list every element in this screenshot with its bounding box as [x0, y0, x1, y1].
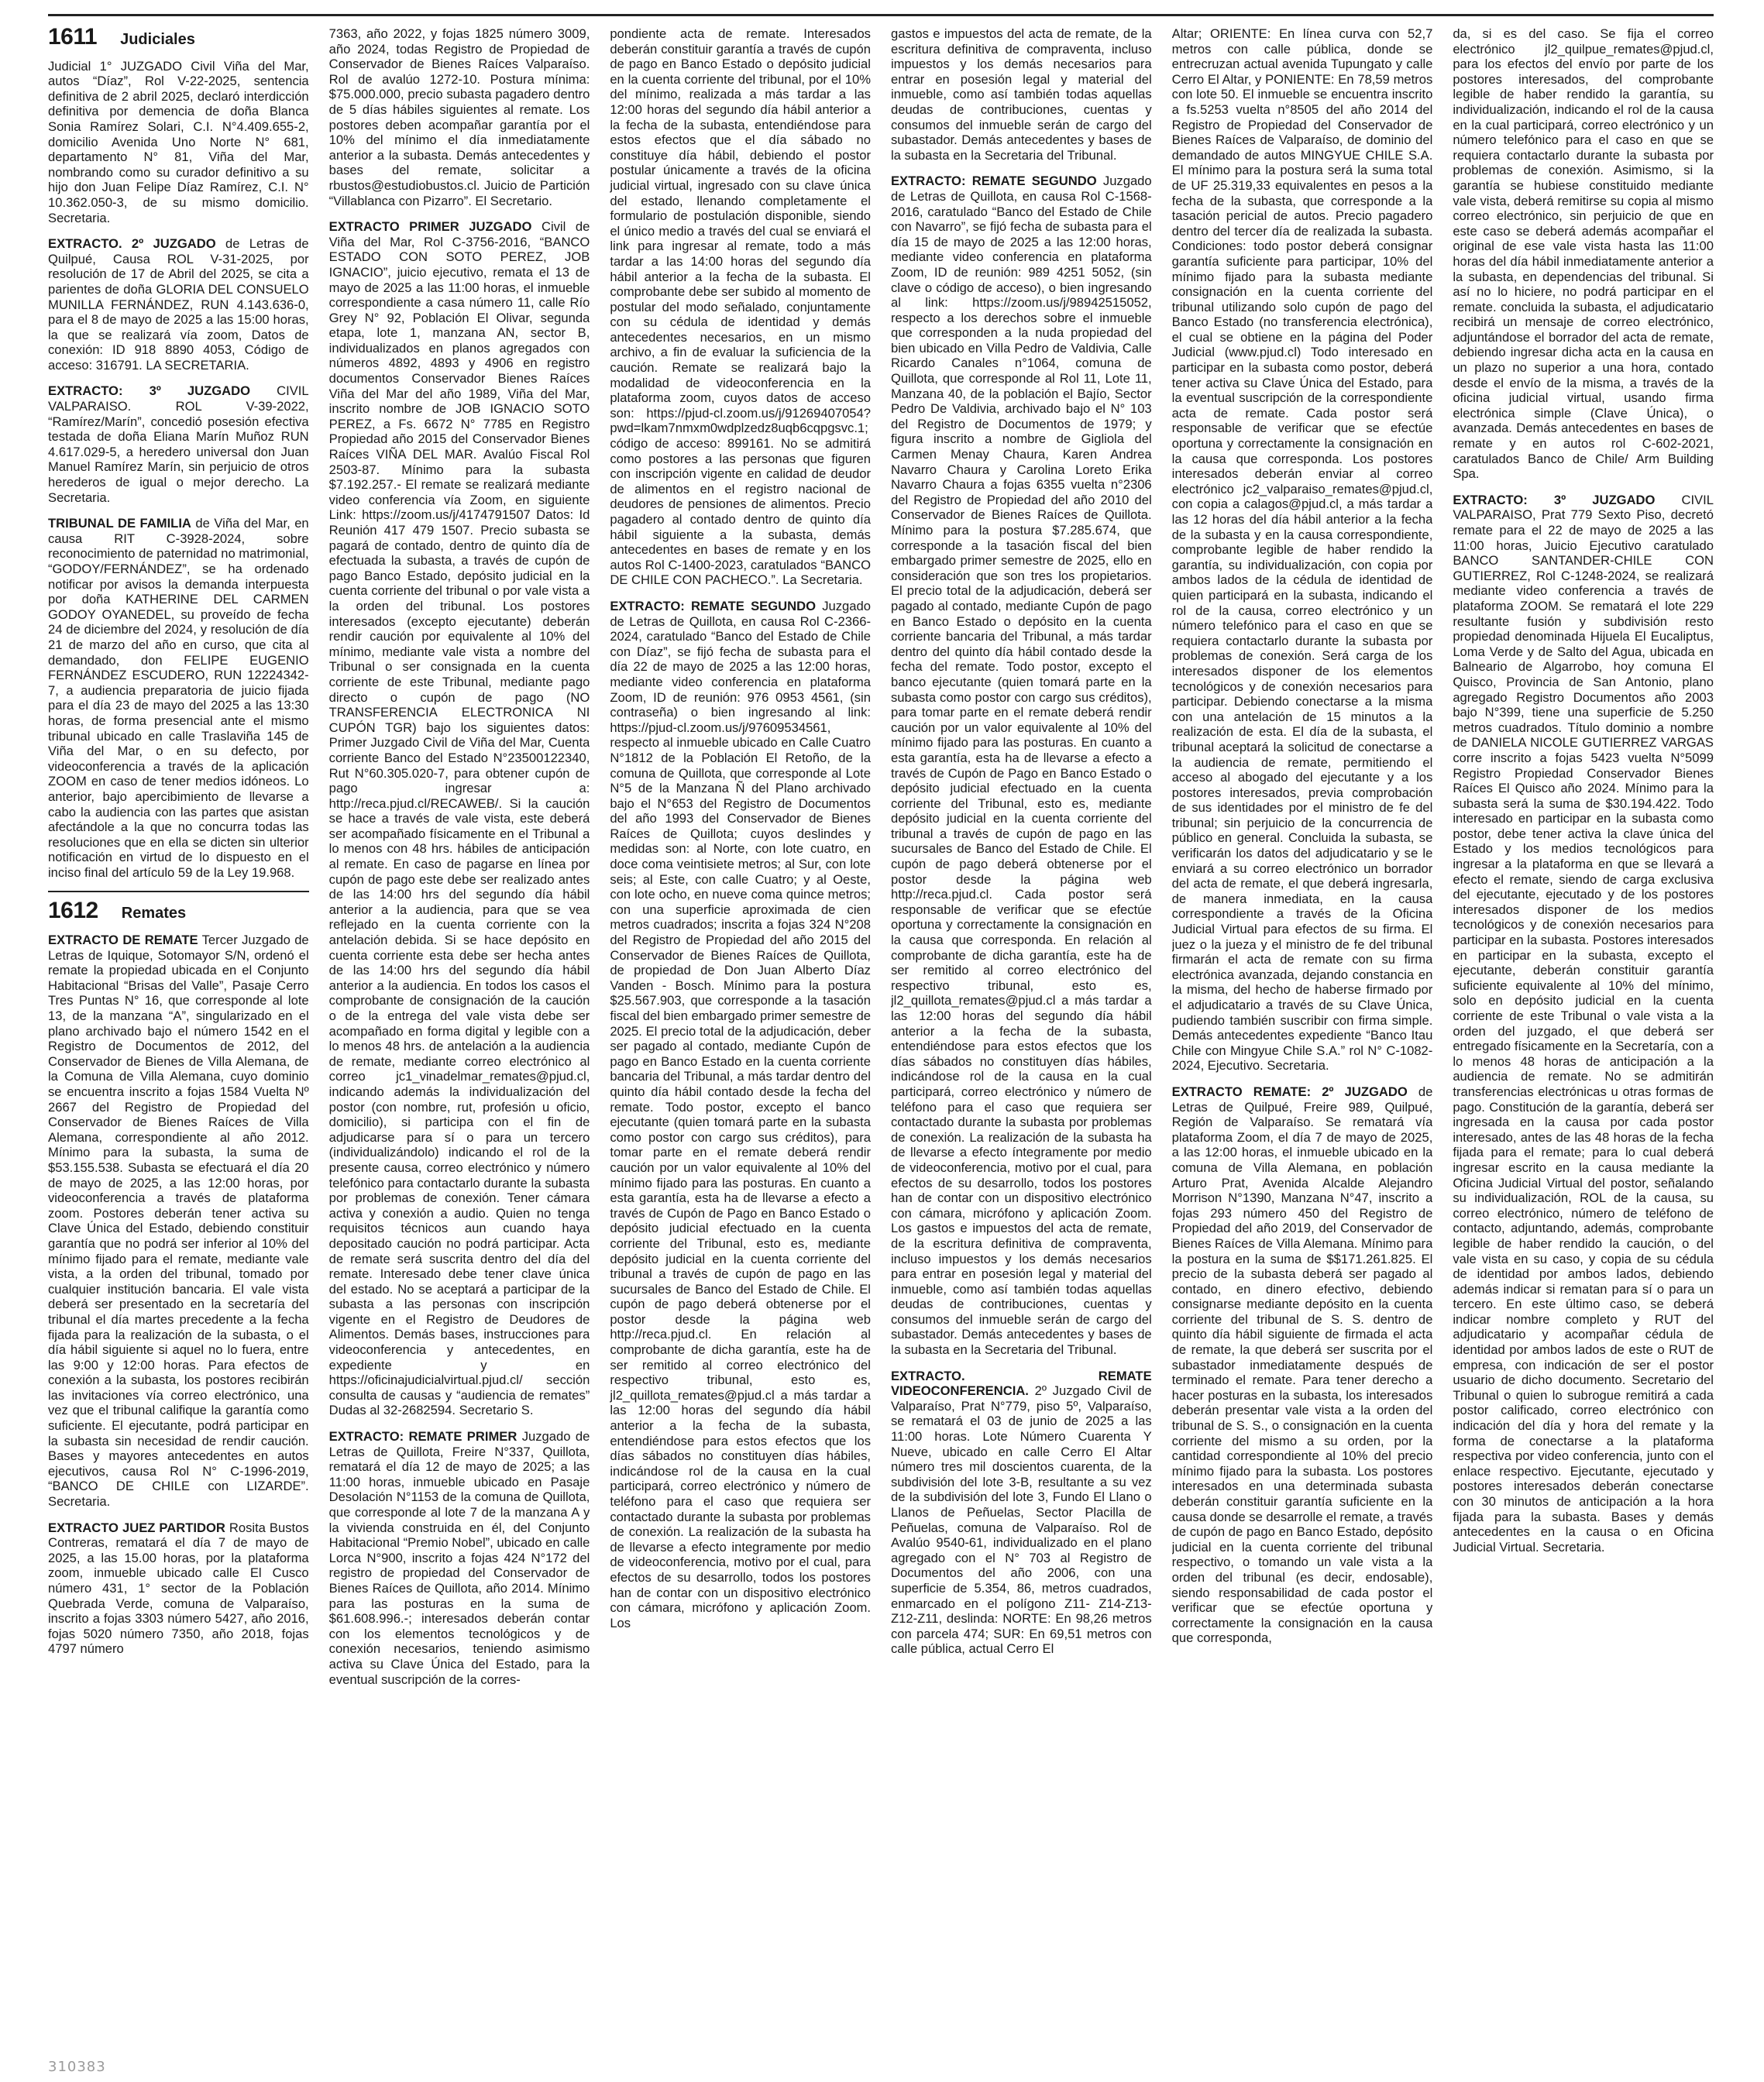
entry-heading: EXTRACTO: 3º JUZGADO — [1453, 492, 1656, 507]
top-rule — [48, 14, 1714, 16]
entry-body: de Letras de Quilpué, Freire 989, Quilpué, Región de Valparaíso. Se rematará vía plataforma Zoom, el día 7 de mayo de 2025, a las 12:00 horas, el inmueble ubicado en la comuna de Villa Alemana, en población Arturo Prat, Avenida Alcalde Alejandro Morrison N°1390, Manzana N°47, inscrito a fojas 293 número 450 del Registro de Propiedad del año 2019, del Conservador de Bienes Raíces de Villa Alemana. Mínimo para la postura en la suma de $$171.261.825. El precio de la subasta deberá ser pagado al contado, en dinero efectivo, debiendo consignarse mediante depósito en la cuenta corriente del tribunal de S. S. dentro de quinto día hábil siguiente de firmada el acta de remate, la que deberá ser suscrita por el subastador inmediatamente después de terminado el remate. Para tener derecho a hacer posturas en la subasta, los interesados deberán presentar vale vista a la orden del tribunal de S. S., o consignación en la cuenta corriente del mismo a su orden, por la cantidad correspondiente al 10% del precio mínimo fijado para la subasta. Los postores interesados en una determinada subasta deberán constituir garantía suficiente en la causa donde se desarrolle el remate, a través de cupón de pago en Banco Estado, depósito judicial en la cuenta corriente del tribunal respectivo, o tomando un vale vista a la orden del tribunal (es decir, endosable), siendo responsabilidad de cada postor el verificar que se efectúe oportuna y correctamente la consignación en la causa que corresponda, — [1171, 1084, 1433, 1646]
classified-entry — [891, 174, 1152, 1357]
section-number: 1611 — [48, 26, 98, 50]
column-1 — [48, 26, 309, 2048]
column-5 — [1172, 26, 1433, 2048]
entry-body: Juzgado de Letras de Quillota, en causa Rol C-1568-2016, caratulado “Banco del Estado de Chile con Navarro”, se fijó fecha de subasta para el día 15 de mayo de 2025 a las 12:00 horas, mediante video conferencia en plataforma Zoom, ID de reunión: 989 4251 5052, (sin clave o código de acceso), o bien ingresando al link: https://zoom.us/j/98942515052, respecto a los derechos sobre el inmueble que corresponden a la nuda propiedad del bien ubicado en Villa Pedro de Valdivia, Calle Ricardo Canales n°1064, comuna de Quillota, que corresponde al Rol 11, Lote 11, Manzana 40, de la población el Bajío, Sector Pedro De Valdivia, archivado bajo el N° 103 del Registro de Documentos de 1979; y figura inscrito a nombre de Gigliola del Carmen Menay Chaura, Karen Andrea Navarro Chaura y Carolina Loreto Erika Navarro Chaura a fojas 6355 vuelta n°2306 del Registro de Propiedad del año 2010 del Conservador de Bienes Raíces de Quillota. Mínimo para la postura $7.285.674, que corresponde a la tasación fiscal del bien embargado primer semestre de 2025, ello en consideración que son tres los propietarios. El precio total de la adjudicación, deberá ser pagado al contado, mediante Cupón de pago en Banco Estado o depósito en la cuenta corriente bancaria del Tribunal, a más tardar dentro del quinto día hábil contado desde la fecha del remate. Todo postor, excepto el banco ejecutante (quien tomará parte en la subasta como postor con cargo sus créditos), para tomar parte en el remate deberá rendir caución por un valor equivalente al 10% del mínimo fijado para las posturas. En cuanto a esta garantía, esta ha de llevarse a efecto a través de Cupón de Pago en Banco Estado o depósito judicial efectuado en la cuenta corriente del Tribunal, esto es, mediante depósito judicial en la cuenta corriente del tribunal a través de cupón de pago en las sucursales de Banco del Estado de Chile. El cupón de pago deberá obtenerse por el postor desde la página web http://reca.pjud.cl. Cada postor será responsable de verificar que se efectúe oportuna y correctamente la consignación en la causa que corresponda. En relación al comprobante de dicha garantía, este ha de ser remitido al correo electrónico del respectivo tribunal, esto es, jl2_quillota_remates@pjud.cl a más tardar a las 12:00 horas del segundo día hábil anterior a la fecha de la subasta, entendiéndose para estos efectos que los días sábados no constituyen días hábiles, indicándose rol de la causa en la cual participará, correo electrónico y número de teléfono para el caso que requiera ser contactado durante la subasta por problemas de conexión. La realización de la subasta ha de llevarse a efecto íntegramente por medio de videoconferencia, motivo por el cual, para efectos de su desarrollo, todos los postores han de contar con un dispositivo electrónico con cámara, micrófono y aplicación Zoom. Los gastos e impuestos del acta de remate, de la escritura definitiva de compraventa, incluso impuestos y los demás necesarios para entrar en posesión legal y material del inmueble, como así también todas aquellas deudas de contribuciones, cuentas y consumos del inmueble serán de cargo del subastador. Demás antecedentes y bases de la subasta en la Secretaria del Tribunal. — [890, 174, 1152, 1358]
entry-heading: EXTRACTO: REMATE SEGUNDO — [890, 174, 1097, 189]
entry-body: de Letras de Quilpué, Causa ROL V-31-2025, por resolución de 17 de Abril del 2025, se cita a parientes de doña GLORIA DEL CONSUELO MUNILLA FERNÁNDEZ, RUN 4.143.636-0, para el 8 de mayo de 2025 a las 15:00 horas, la que se realizará vía zoom, Datos de conexión: ID 918 8890 4053, Código de acceso: 316791. LA SECRETARIA. — [48, 236, 309, 373]
section-name: Remates — [121, 905, 187, 922]
classified-entry — [1172, 26, 1433, 1074]
entry-heading: EXTRACTO: 3º JUZGADO — [48, 383, 251, 399]
classified-entry — [891, 26, 1152, 163]
column-4 — [891, 26, 1152, 2048]
entry-body: gastos e impuestos del acta de remate, de la escritura definitiva de compraventa, incluso impuestos y los demás necesarios para entrar en posesión legal y material del inmueble, como así también todas aquellas deudas de contribuciones, cuentas y consumos del inmueble serán de cargo del subastador. Demás antecedentes y bases de la subasta en la Secretaria del Tribunal. — [890, 26, 1152, 163]
entry-body: Civil de Viña del Mar, Rol C-3756-2016, “BANCO ESTADO CON SOTO PEREZ, JOB IGNACIO”, juicio ejecutivo, remata el 13 de mayo de 2025 a las 11:00 horas, el inmueble correspondiente a casa número 11, calle Río Grey N° 92, Población El Olivar, segunda etapa, lote 1, manzana AN, sector B, individualizados en planos agregados con números 4892, 4893 y 4906 en registro documentos Conservador Bienes Raíces Viña del Mar del año 1989, Viña del Mar, inscrito nombre de JOB IGNACIO SOTO PEREZ, a Fs. 6672 N° 7785 en Registro Propiedad año 2015 del Conservador Bienes Raíces VIÑA DEL MAR. Avalúo Fiscal Rol 2503-87. Mínimo para la subasta $7.192.257.- El remate se realizará mediante video conferencia vía Zoom, en siguiente Link: https://zoom.us/j/4174791507 Datos: Id Reunión 417 479 1507. Precio subasta se pagará de contado, dentro de quinto día de efectuada la subasta, a través de cupón de pago Banco Estado, depósito judicial en la cuenta corriente del tribunal o por vale vista a la orden del tribunal. Los postores interesados (excepto ejecutante) deberán rendir caución por equivalente al 10% del mínimo, mediante vale vista a nombre del Tribunal o ser consignada en la cuenta corriente de este Tribunal, mediante pago directo o cupón de pago (NO TRANSFERENCIA ELECTRONICA NI CUPÓN TGR) bajo los siguientes datos: Primer Juzgado Civil de Viña del Mar, Cuenta corriente Banco del Estado N°23500122340, Rut N°60.305.020-7, para obtener cupón de pago ingresar a: http://reca.pjud.cl/RECAWEB/. Si la caución se hace a través de vale vista, este deberá ser acompañado físicamente en el Tribunal a lo menos con 48 hrs. hábiles de anticipación al remate. En caso de pagarse en línea por cupón de pago este debe ser realizado antes de las 14:00 hrs del segundo día hábil anterior a la audiencia, para que se vea reflejado en la cuenta corriente con la antelación debida. Si se hace depósito en cuenta corriente esta debe ser hecha antes de las 14:00 hrs del segundo día hábil anterior a la audiencia. En todos los casos el comprobante de consignación de la caución o de la entrega del vale vista debe ser acompañado en forma digital y legible con a lo menos 48 hrs. de antelación a la audiencia de remate, mediante correo electrónico al correo jc1_vinadelmar_remates@pjud.cl, indicando además la individualización del postor (con nombre, rut, profesión u oficio, domicilio), si participa con el fin de adjudicarse para sí o para un tercero (individualizándolo) indicando el rol de la presente causa, correo electrónico y número telefónico para contactarlo durante la subasta por problemas de conexión. Tener cámara activa y conexión a audio. Quien no tenga requisitos técnicos aun cuando haya depositado caución no podrá participar. Acta de remate será suscrita dentro del día del remate. Interesado debe tener clave única del estado. No se aceptará a participar de la subasta a las personas con inscripción vigente en el Registro de Deudores de Alimentos. Demás bases, instrucciones para videoconferencia y antecedentes, en expediente y en https://oficinajudicialvirtual.pjud.cl/ sección consulta de causas y “audiencia de remates” Dudas al 32-2682594. Secretario S. — [328, 219, 590, 1418]
entry-heading: EXTRACTO: REMATE PRIMER — [328, 1429, 518, 1445]
classified-entry — [48, 59, 309, 226]
classified-entry — [48, 1520, 309, 1657]
section-header-judiciales — [48, 26, 309, 50]
entry-body: 7363, año 2022, y fojas 1825 número 3009, año 2024, todas Registro de Propiedad de Conservador de Bienes Raíces Valparaíso. Rol de avalúo 1272-10. Postura mínima: $75.000.000, precio subasta pagadero dentro de 5 días hábiles siguientes al remate. Los postores deben acompañar garantía por el 10% del mínimo el día inmediatamente anterior a la subasta. Demás antecedentes y bases del remate, solicitar a rbustos@estudiobustos.cl. Juicio de Partición “Villablanca con Pizarro”. El Secretario. — [328, 26, 590, 208]
classified-entry — [48, 236, 309, 373]
entry-body: Rosita Bustos Contreras, rematará el día 7 de mayo de 2025, a las 15.00 horas, por la plataforma zoom, inmueble ubicado calle El Cusco número 431, 1° sector de la Población Quebrada Verde, comuna de Valparaíso, inscrito a fojas 3303 número 5427, año 2016, fojas 5020 número 7350, año 2018, fojas 4797 número — [48, 1520, 309, 1657]
section-header-remates — [48, 898, 309, 924]
entry-body: Judicial 1° JUZGADO Civil Viña del Mar, autos “Díaz”, Rol V-22-2025, sentencia definitiva de 2 abril 2025, declaró interdicción definitiva por demencia de doña Blanca Sonia Ramírez Solari, C.I. N°4.409.655-2, domicilio Avenida Uno Norte N° 681, departamento N° 81, Viña del Mar, nombrando como su curador definitivo a su hijo don Juan Felipe Díaz Ramírez, C.I. N° 10.362.050-3, de su mismo domicilio. Secretaria. — [48, 58, 309, 225]
classified-entry — [610, 599, 871, 1630]
classified-entry — [891, 1369, 1152, 1657]
classified-entry — [48, 383, 309, 505]
section-name: Judiciales — [120, 31, 195, 48]
entry-body: Altar; ORIENTE: En línea curva con 52,7 metros con calle pública, donde se entrecruzan actual avenida Tupungato y calle Cerro El Altar, y PONIENTE: En 78,59 metros con lote 50. El inmueble se encuentra inscrito a fs.5253 vuelta n°8505 del año 2014 del Registro de Propiedad del Conservador de Bienes Raíces de Valparaíso, de dominio del demandado de autos MINGYUE CHILE S.A. El mínimo para la postura será la suma total de UF 25.319,33 equivalentes en pesos a la fecha de la subasta, que corresponde a la tasación pericial de autos. Precio pagadero dentro del tercer día de realizada la subasta. Condiciones: todo postor deberá consignar garantía suficiente para participar, 10% del mínimo fijado para la subasta mediante consignación en la cuenta corriente del tribunal utilizando solo cupón de pago del Banco Estado (no transferencia electrónica), el cual se obtiene en la página del Poder Judicial (www.pjud.cl) Todo interesado en participar en la subasta como postor, deberá tener activa su Clave Única del Estado, para la eventual suscripción de la correspondiente acta de remate. Cada postor será responsable de verificar que se efectúe oportuna y correctamente la consignación en la causa que corresponda. Los postores interesados deberán enviar al correo electrónico jc2_valparaiso_remates@pjud.cl, con copia a calagos@pjud.cl, a más tardar a las 12 horas del día hábil anterior a la fecha de la subasta y en la causa correspondiente, comprobante legible de haber rendido la garantía, su individualización, con copia por ambos lados de la cédula de identidad de quien participará en la subasta, indicando el rol de la causa, correo electrónico y un número telefónico para el caso en que se requiera contactarlo durante la subasta por problemas de conexión. Será carga de los interesados disponer de los elementos tecnológicos y de conexión necesarios para participar. Debiendo conectarse a la misma con una antelación de 15 minutos a la realización de esta. El día de la subasta, el tribunal aceptará la solicitud de conectarse a la audiencia de remate, permitiendo el acceso al abogado del ejecutante y a los postores interesados, previa comprobación de sus identidades por el ministro de fe del tribunal; sin perjuicio de la concurrencia de público en general. Concluida la subasta, se verificarán los datos del adjudicatario y se le enviará a su correo electrónico un borrador del acta de remate, el que deberá ingresarla, de manera inmediata, en la causa correspondiente a través de la Oficina Judicial Virtual para efectos de su firma. El juez o la jueza y el ministro de fe del tribunal firmarán el acta de remate con su firma electrónica avanzada, dejando constancia en la misma, del hecho de haberse firmado por el adjudicatario a través de su Clave Única, pudiendo también suscribir con firma simple. Demás antecedentes expediente “Banco Itau Chile con Mingyue Chile S.A.” rol N° C-1082-2024, Ejecutivo. Secretaria. — [1171, 26, 1433, 1074]
entry-body: Juzgado de Letras de Quillota, en causa Rol C-2366-2024, caratulado “Banco del Estado de Chile con Díaz”, se fijó fecha de subasta para el día 22 de mayo de 2025 a las 12:00 horas, mediante video conferencia en plataforma Zoom, ID de reunión: 976 0953 4561, (sin contraseña) o bien ingresando al link: https://pjud-cl.zoom.us/j/97609534561, respecto al inmueble ubicado en Calle Cuatro N°1812 de la Población El Retoño, de la comuna de Quillota, que corresponde al Lote N°5 de la Manzana Ñ del Plano archivado bajo el N°653 del Registro de Documentos del año 1993 del Conservador de Bienes Raíces de Quillota; cuyos deslindes y medidas son: al Norte, con lote cuatro, en doce coma veintisiete metros; al Sur, con lote seis; al Este, con calle Cuatro; y al Oeste, con lote ocho, en nueve coma quince metros; con una superficie aproximada de cien metros cuadrados; inscrita a fojas 324 N°208 del Registro de Propiedad del año 2015 del Conservador de Bienes Raíces de Quillota, de propiedad de Don Juan Alberto Díaz Vanden - Bosch. Mínimo para la postura $25.567.903, que corresponde a la tasación fiscal del bien embargado primer semestre de 2025. El precio total de la adjudicación, deber ser pagado al contado, mediante Cupón de pago en Banco Estado en la cuenta corriente bancaria del Tribunal, a más tardar dentro del quinto día hábil contado desde la fecha del remate. Todo postor, excepto el banco ejecutante (quien tomará parte en la subasta como postor con cargo sus créditos), para tomar parte en el remate deberá rendir caución por un valor equivalente al 10% del mínimo fijado para las posturas. En cuanto a esta garantía, esta ha de llevarse a efecto a través de Cupón de Pago en Banco Estado o depósito judicial efectuado en la cuenta corriente del Tribunal, esto es, mediante depósito judicial en la cuenta corriente del tribunal a través de cupón de pago en las sucursales de Banco del Estado de Chile. El cupón de pago deberá obtenerse por el postor desde la página web http://reca.pjud.cl. En relación al comprobante de dicha garantía, este ha de ser remitido al correo electrónico del respectivo tribunal, esto es, jl2_quillota_remates@pjud.cl a más tardar a las 12:00 horas del segundo día hábil anterior a la fecha de la subasta, entendiéndose para estos efectos que los días sábados no constituyen días hábiles, indicándose rol de la causa en la cual participará, correo electrónico y número de teléfono para el caso que requiera ser contactado durante la subasta por problemas de conexión. La realización de la subasta ha de llevarse a efecto integramente por medio de videoconferencia, motivo por el cual, para efectos de su desarrollo, todos los postores han de contar con un dispositivo electrónico con cámara, micrófono y aplicación Zoom. Los — [610, 598, 871, 1630]
entry-heading: EXTRACTO DE REMATE — [48, 933, 198, 948]
section-number: 1612 — [48, 898, 98, 924]
entry-body: CIVIL VALPARAISO, Prat 779 Sexto Piso, decretó remate para el 22 de mayo de 2025 a las 11:00 horas, Juicio Ejecutivo caratulado BANCO SANTANDER-CHILE CON GUTIERREZ, Rol C-1248-2024, se realizará mediante video conferencia a través de plataforma ZOOM. Se rematará el lote 229 resultante fusión y subdivisión resto propiedad denominada Hijuela El Eucaliptus, Loma Verde y de Salto del Agua, ubicada en Balneario de Algarrobo, hoy comuna El Quisco, Provincia de San Antonio, plano agregado Registro Documentos año 2003 bajo N°399, tiene una superficie de 5.250 metros cuadrados. Título dominio a nombre de DANIELA NICOLE GUTIERREZ VARGAS corre inscrito a fojas 5423 vuelta N°5099 Registro Propiedad Conservador Bienes Raíces El Quisco año 2024. Mínimo para la subasta será la suma de $30.194.422. Todo interesado en participar en la subasta como postor, debe tener activa la clave única del Estado y los medios tecnológicos para ingresar a la plataforma en que se llevará a efecto el remate, siendo de carga exclusiva del ejecutante, ejecutado y de los postores interesados disponer de los medios tecnológicos y de conexión necesarios para participar en la subasta. Postores interesados en participar en la subasta, excepto el ejecutante, deberán constituir garantía suficiente equivalente al 10% del mínimo, solo en depósito judicial en la cuenta corriente de este Tribunal o vale vista a la orden del juzgado, el que deberá ser entregado físicamente en la Secretaría, con a lo menos 48 horas de anticipación a la audiencia de remate. No se admitirán transferencias electrónicas u otras formas de pago. Constitución de la garantía, deberá ser ingresada en la causa por cada postor interesado, antes de las 48 horas de la fecha fijada para el remate; para lo cual deberá ingresar escrito en la causa mediante la Oficina Judicial Virtual del postor, señalando su individualización, ROL de la causa, su correo electrónico, número de teléfono de contacto, adjuntando, además, comprobante legible de haber rendido la caución, o del vale vista en su caso, y copia de su cédula de identidad por ambos lados, debiendo además indicar si rematan para sí o para un tercero. En este último caso, se deberá indicar nombre completo y RUT del adjudicatario y acompañar cédula de identidad por ambos lados de este o RUT de empresa, con indicación de ser el postor usuario de dicho documento. Secretario del Tribunal o quien lo subrogue remitirá a cada postor calificado, correo electrónico con indicación del día y hora del remate y la forma de conectarse a la plataforma respectiva por video conferencia, junto con el enlace respectivo. Ejecutante, ejecutado y postores interesados deberán conectarse con 30 minutos de anticipación a la hora fijada para la subasta. Bases y demás antecedentes en la causa o en Oficina Judicial Virtual. Secretaria. — [1453, 492, 1714, 1555]
column-2 — [329, 26, 590, 2048]
entry-body: pondiente acta de remate. Interesados deberán constituir garantía a través de cupón de pago en Banco Estado o depósito judicial en la cuenta corriente del tribunal, por el 10% del mínimo, realizada a más tardar a las 12:00 horas del segundo día hábil anterior a la fecha de la subasta, entendiéndose para estos efectos que el día sábado no constituye día hábil, debiendo el postor postular únicamente a través de la oficina judicial virtual, ingresado con su clave única del estado, llenando completamente el formulario de postulación disponible, siendo el único medio a través del cual se enviará el link para ingresar al remate, todo a más tardar a las 14:00 horas del segundo día hábil anterior a la fecha de la subasta. El comprobante debe ser subido al momento de postular del modo señalado, conjuntamente con su cédula de identidad y demás antecedentes necesarios, en un mismo archivo, a fin de evaluar la suficiencia de la caución. Remate se realizará bajo la modalidad de videoconferencia en la plataforma zoom, cuyos datos de acceso son: https://pjud-cl.zoom.us/j/91269407054?pwd=lkam7nmxm0wdplzedz8uqb6cqpgsvc.1; código de acceso: 899161. No se admitirá como postores a las personas que figuren con inscripción vigente en calidad de deudor de alimentos en el registro nacional de deudores de pensiones de alimentos. Precio pagadero al contado dentro de quinto día hábil siguiente a la subasta, demás antecedentes en bases de remate y en los autos Rol C-1400-2023, caratulados “BANCO DE CHILE CON PACHECO.”. La Secretaria. — [610, 26, 871, 588]
entry-heading: EXTRACTO: REMATE SEGUNDO — [610, 598, 816, 613]
classified-entry — [1172, 1084, 1433, 1646]
section-divider — [48, 891, 309, 892]
column-3 — [610, 26, 871, 2048]
entry-body: CIVIL VALPARAISO. ROL V-39-2022, “Ramírez/Marín”, concedió posesión efectiva testada de doña Eliana Marín Muñoz RUN 4.617.029-5, a heredero universal don Juan Manuel Ramírez Marín, sin perjuicio de otros herederos de igual o mejor derecho. La Secretaria. — [48, 383, 309, 505]
entry-body: 2º Juzgado Civil de Valparaíso, Prat N°779, piso 5º, Valparaíso, se rematará el 03 de junio de 2025 a las 11:00 horas. Lote Número Cuarenta Y Nueve, ubicado en calle Cerro El Altar número tres mil doscientos cuarenta, de la subdivisión del lote 3-B, resultante a su vez de la subdivisión del lote 3, Fundo El Llano o Llanos de Peñuelas, Sector Placilla de Peñuelas, comuna de Valparaíso. Rol de Avalúo 9540-61, individualizado en el plano agregado con el N° 703 al Registro de Documentos del año 2006, con una superficie de 5.354, 86, metros cuadrados, enmarcado en el polígono Z11- Z14-Z13- Z12-Z11, deslinda: NORTE: En 98,26 metros con parcela 474; SUR: En 69,51 metros con calle pública, actual Cerro El — [890, 1383, 1152, 1657]
entry-heading: EXTRACTO. REMATE VIDEOCONFERENCIA. — [890, 1368, 1152, 1399]
entry-heading: EXTRACTO JUEZ PARTIDOR — [48, 1520, 225, 1535]
entry-body: de Viña del Mar, en causa RIT C-3928-2024, sobre reconocimiento de paternidad no matrimonial, “GODOY/FERNÁNDEZ”, se ha ordenado notificar por avisos la demanda interpuesta por doña KATHERINE DEL CARMEN GODOY OYANEDEL, su proveído de fecha 24 de diciembre del 2024, y resolución de día 21 de marzo del año en curso, que cita al demandado, don FELIPE EUGENIO FERNÁNDEZ ESCUDERO, RUN 12224342-7, a audiencia preparatoria de juicio fijada para el día 23 de mayo del 2025 a las 13:30 horas, de forma presencial ante el mismo tribunal ubicado en calle Traslaviña 145 de Viña del Mar, o en su defecto, por videoconferencia a través de la aplicación ZOOM en caso de tener medios idóneos. Lo anterior, bajo apercibimiento de llevarse a cabo la audiencia con las partes que asistan afectándole a la que no concurra todas las resoluciones que en ella se dicten sin ulterior notificación en virtud de lo dispuesto en el inciso final del artículo 59 de la Ley 19.968. — [48, 516, 309, 880]
classified-entry — [329, 1429, 590, 1687]
classified-entry — [1453, 493, 1714, 1555]
entry-heading: EXTRACTO REMATE: 2º JUZGADO — [1171, 1084, 1408, 1099]
entry-heading: EXTRACTO PRIMER JUZGADO — [328, 219, 532, 235]
entry-body: Tercer Juzgado de Letras de Iquique, Sotomayor S/N, ordenó el remate la propiedad ubicada en el Conjunto Habitacional “Brisas del Valle”, Pasaje Cerro Tres Puntas N° 16, que corresponde al lote 13, de la manzana “A”, singularizado en el plano archivado bajo el número 1542 en el Registro de Documentos de 2012, del Conservador de Bienes de Villa Alemana, de la Comuna de Villa Alemana, cuyo dominio se encuentra inscrito a fojas 1584 Vuelta Nº 2667 del Registro de Propiedad del Conservador de Bienes Raíces de Villa Alemana, correspondiente al año 2012. Mínimo para la subasta, la suma de $53.155.538. Subasta se efectuará el día 20 de mayo de 2025, a las 12:00 horas, por videoconferencia a través de plataforma zoom. Postores deberán tener activa su Clave Única del Estado, debiendo constituir garantía que no podrá ser inferior al 10% del mínimo fijado para el remate, mediante vale vista, a la orden del tribunal, tomado por cualquier institución bancaria. El vale vista deberá ser presentado en la secretaría del tribunal el día martes precedente a la fecha fijada para la realización de la subasta, o el día hábil siguiente si aquel no lo fuera, entre las 9:00 y 12:00 horas. Para efectos de conexión a la subasta, los postores recibirán las invitaciones vía correo electrónico, una vez que el tribunal califique la garantía como suficiente. El ejecutante, podrá participar en la subasta sin necesidad de rendir caución. Bases y mayores antecedentes en autos ejecutivos, causa Rol N° C-1996-2019, “BANCO DE CHILE con LIZARDE”. Secretaria. — [48, 933, 309, 1510]
entry-body: da, si es del caso. Se fija el correo electrónico jl2_quilpue_remates@pjud.cl, para los efectos del envío por parte de los postores interesados, del comprobante legible de haber rendido la garantía, su individualización, indicando el rol de la causa en la cual participará, correo electrónico y un número telefónico para el caso en que se requiera contactarlo durante la subasta por problemas de conexión. Asimismo, si la garantía se hubiese constituido mediante vale vista, deberá remitirse su copia al mismo correo electrónico, sin perjuicio de que en este caso se deberá además acompañar el original de ese vale vista hasta las 11:00 horas del día hábil inmediatamente anterior a la subasta, en dependencias del tribunal. Si así no lo hiciere, no podrá participar en el remate. concluida la subasta, el adjudicatario recibirá un mensaje de correo electrónico, adjuntándose el borrador del acta de remate, debiendo ingresar dicha acta en la causa en un plazo no superior a una hora, contado desde el envío de la misma, a través de la oficina judicial virtual, usando firma electrónica simple (Clave Única), o avanzada. Demás antecedentes en bases de remate y en autos rol C-602-2021, caratulados Banco de Chile/ Arm Building Spa. — [1453, 26, 1714, 482]
entry-body: Juzgado de Letras de Quillota, Freire N°337, Quillota, rematará el día 12 de mayo de 2025; a las 11:00 horas, inmueble ubicado en Pasaje Desolación N°1153 de la comuna de Quillota, que corresponde al lote 7 de la manzana A y la vivienda construida en él, del Conjunto Habitacional “Premio Nobel”, ubicado en calle Lorca N°900, inscrito a fojas 424 N°172 del registro de propiedad del Conservador de Bienes Raíces de Quillota, año 2014. Mínimo para las posturas en la suma de $61.608.996.-; interesados deberán contar con los elementos tecnológicos y de conexión necesarios, teniendo asimismo activa su Clave Única del Estado, para la eventual suscripción de la corres- — [328, 1429, 590, 1687]
entry-heading: TRIBUNAL DE FAMILIA — [48, 516, 191, 531]
classified-entry — [48, 933, 309, 1510]
classified-entry — [329, 219, 590, 1418]
page-code: 310383 — [48, 2059, 106, 2075]
entry-heading: EXTRACTO. 2º JUZGADO — [48, 236, 216, 252]
column-6 — [1453, 26, 1714, 2048]
classified-entry — [1453, 26, 1714, 482]
classifieds-columns — [48, 26, 1714, 2048]
classified-entry — [48, 516, 309, 880]
classified-entry — [329, 26, 590, 208]
classified-entry — [610, 26, 871, 588]
